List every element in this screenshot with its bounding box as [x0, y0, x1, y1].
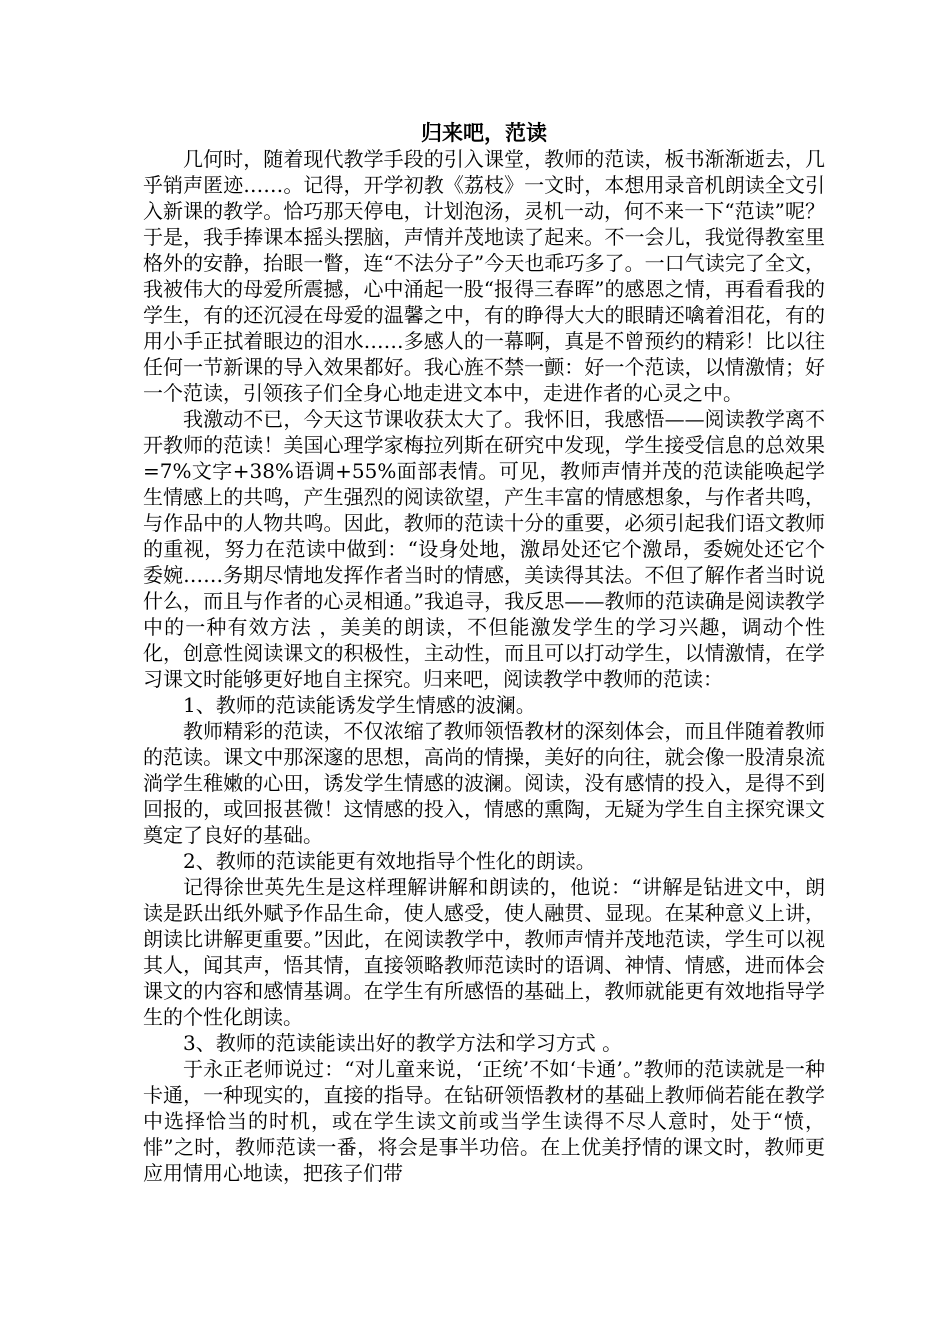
section-text-2: 记得徐世英先生是这样理解讲解和朗读的，他说：“讲解是钻进文中，朗读是跃出纸外赋予作品生命，使人感受，使人融贯、显现。在某种意义上讲，朗读比讲解更重要。”因此，在阅读教学中，教师声情并茂地范读，学生可以视其人，闻其声，悟其情，直接领略教师范读时的语调、神情、情感，进而体会课文的内容和感情基调。在学生有所感悟的基础上，教师就能更有效地指导学生的个性化朗读。	[143, 875, 825, 1029]
section-heading-3: 3、教师的范读能读出好的教学方法和学习方式 。	[183, 1031, 623, 1055]
paragraph-intro: 几何时，随着现代教学手段的引入课堂，教师的范读，板书渐渐逝去，几乎销声匿迹……。记得，开学初教《荔枝》一文时，本想用录音机朗读全文引入新课的教学。恰巧那天停电，计划泡汤，灵机一动，何不来一下“范读”呢？于是，我手捧课本摇头摆脑，声情并茂地读了起来。不一会儿，我觉得教室里格外的安静，抬眼一瞥，连“不法分子”今天也乖巧多了。一口气读完了全文，我被伟大的母爱所震撼，心中涌起一股“报得三春晖”的感恩之情，再看看我的学生，有的还沉浸在母爱的温馨之中，有的睁得大大的眼睛还噙着泪花，有的用小手正拭着眼边的泪水……多感人的一幕啊，真是不曾预约的精彩！比以往任何一节新课的导入效果都好。我心旌不禁一颤：好一个范读，以情激情；好一个范读，引领孩子们全身心地走进文本中，走进作者的心灵之中。	[143, 147, 825, 405]
section-heading-2: 2、教师的范读能更有效地指导个性化的朗读。	[183, 849, 596, 873]
paragraph-reflection: 我激动不已，今天这节课收获太大了。我怀旧，我感悟——阅读教学离不开教师的范读！美国心理学家梅拉列斯在研究中发现，学生接受信息的总效果=7%文字+38%语调+55%面部表情。可见，教师声情并茂的范读能唤起学生情感上的共鸣，产生强烈的阅读欲望，产生丰富的情感想象，与作者共鸣，与作品中的人物共鸣。因此，教师的范读十分的重要，必须引起我们语文教师的重视，努力在范读中做到：“设身处地，激昂处还它个激昂，委婉处还它个委婉……务期尽情地发挥作者当时的情感，美读得其法。不但了解作者当时说什么，而且与作者的心灵相通。”我追寻，我反思——教师的范读确是阅读教学中的一种有效方法 ，美美的朗读，不但能激发学生的学习兴趣，调动个性化，创意性阅读课文的积极性，主动性，而且可以打动学生，以情激情，在学习课文时能够更好地自主探究。归来吧，阅读教学中教师的范读：	[143, 407, 825, 691]
document-body	[143, 120, 825, 1186]
section-text-1: 教师精彩的范读，不仅浓缩了教师领悟教材的深刻体会，而且伴随着教师的范读。课文中那深邃的思想，高尚的情操，美好的向往，就会像一股清泉流淌学生稚嫩的心田，诱发学生情感的波澜。阅读，没有感情的投入，是得不到回报的，或回报甚微！这情感的投入，情感的熏陶，无疑为学生自主探究课文奠定了良好的基础。	[143, 719, 825, 847]
document-title: 归来吧，范读	[421, 120, 547, 145]
section-text-3: 于永正老师说过：“对儿童来说，‘正统’不如‘卡通’。”教师的范读就是一种卡通，一种现实的，直接的指导。在钻研领悟教材的基础上教师倘若能在教学中选择恰当的时机，或在学生读文前或当学生读得不尽人意时，处于“愤，悱”之时，教师范读一番，将会是事半功倍。在上优美抒情的课文时，教师更应用情用心地读，把孩子们带	[143, 1057, 825, 1185]
section-heading-1: 1、教师的范读能诱发学生情感的波澜。	[183, 693, 536, 717]
